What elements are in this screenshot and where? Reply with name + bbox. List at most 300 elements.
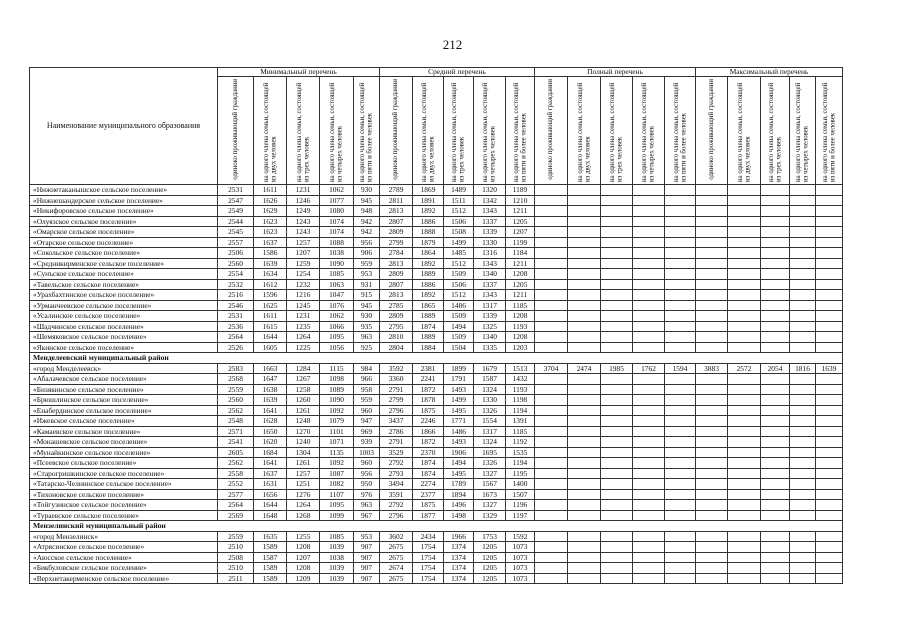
sub-column-label: на одного члена семьи, состоящей из трех человек	[451, 82, 466, 182]
value-cell	[728, 195, 761, 206]
value-cell	[761, 206, 790, 217]
value-cell	[790, 300, 816, 311]
value-cell	[633, 195, 665, 206]
value-cell: 1325	[474, 321, 506, 332]
value-cell	[665, 458, 696, 469]
value-cell: 3602	[380, 531, 413, 542]
table-row	[30, 437, 843, 448]
value-cell: 1337	[474, 279, 506, 290]
value-cell	[728, 258, 761, 269]
value-cell: 1211	[506, 290, 535, 301]
value-cell: 2536	[218, 321, 254, 332]
value-cell	[728, 552, 761, 563]
value-cell: 1259	[287, 258, 320, 269]
value-cell: 2531	[218, 185, 254, 196]
value-cell: 1343	[474, 206, 506, 217]
table-row	[30, 542, 843, 553]
value-cell: 1889	[413, 269, 444, 280]
value-cell: 2054	[761, 363, 790, 374]
value-cell	[790, 563, 816, 574]
value-cell: 3437	[380, 416, 413, 427]
value-cell: 1596	[254, 290, 287, 301]
value-cell: 2810	[380, 332, 413, 343]
value-cell: 945	[354, 195, 380, 206]
value-cell	[696, 426, 728, 437]
value-cell	[790, 206, 816, 217]
value-cell: 1754	[413, 542, 444, 553]
value-cell	[696, 269, 728, 280]
section-row	[30, 521, 843, 532]
table-row	[30, 321, 843, 332]
value-cell	[696, 552, 728, 563]
value-cell: 963	[354, 500, 380, 511]
municipality-name: «Абалачевское сельское поселение»	[30, 374, 218, 385]
municipality-name: «Отарское сельское поселение»	[30, 237, 218, 248]
value-cell: 1195	[506, 468, 535, 479]
value-cell: 2809	[380, 269, 413, 280]
value-cell: 1326	[474, 458, 506, 469]
value-cell	[696, 405, 728, 416]
municipality-name: «Мунайкинское сельское поселение»	[30, 447, 218, 458]
value-cell	[633, 374, 665, 385]
value-cell	[665, 195, 696, 206]
value-cell	[665, 510, 696, 521]
value-cell: 1257	[287, 237, 320, 248]
value-cell: 1554	[474, 416, 506, 427]
value-cell	[633, 332, 665, 343]
value-cell: 1879	[413, 237, 444, 248]
value-cell: 1886	[413, 279, 444, 290]
value-cell: 2434	[413, 531, 444, 542]
value-cell	[601, 479, 633, 490]
value-cell: 1243	[287, 216, 320, 227]
value-cell	[633, 468, 665, 479]
section-row	[30, 353, 843, 364]
value-cell: 1330	[474, 237, 506, 248]
value-cell: 1235	[287, 321, 320, 332]
value-cell: 1594	[665, 363, 696, 374]
value-cell	[535, 468, 568, 479]
value-cell	[568, 258, 601, 269]
value-cell	[790, 510, 816, 521]
value-cell	[633, 563, 665, 574]
value-cell	[761, 489, 790, 500]
value-cell	[601, 405, 633, 416]
value-cell	[568, 563, 601, 574]
value-cell: 2804	[380, 342, 413, 353]
value-cell: 1638	[254, 384, 287, 395]
value-cell: 1207	[287, 248, 320, 259]
table-row	[30, 311, 843, 322]
municipality-name: «Камаевское сельское поселение»	[30, 426, 218, 437]
value-cell: 2809	[380, 227, 413, 238]
value-cell	[816, 311, 843, 322]
value-cell	[696, 258, 728, 269]
municipality-name: «Тураевское сельское поселение»	[30, 510, 218, 521]
value-cell: 1076	[320, 300, 354, 311]
value-cell	[568, 290, 601, 301]
value-cell: 1511	[444, 195, 474, 206]
value-cell	[696, 321, 728, 332]
table-row	[30, 395, 843, 406]
municipality-name: «Псеевское сельское поселение»	[30, 458, 218, 469]
value-cell	[601, 269, 633, 280]
value-cell	[601, 426, 633, 437]
table-row	[30, 185, 843, 196]
value-cell: 2506	[218, 248, 254, 259]
sub-column-label: на одного члена семьи, состоящей из четырех человек	[482, 82, 497, 182]
value-cell	[568, 447, 601, 458]
sub-column-header	[354, 77, 380, 185]
value-cell: 1208	[287, 563, 320, 574]
value-cell	[790, 185, 816, 196]
value-cell	[568, 416, 601, 427]
group-average: Средний перечень	[380, 68, 535, 77]
value-cell	[633, 489, 665, 500]
value-cell: 1073	[506, 563, 535, 574]
value-cell	[790, 384, 816, 395]
municipality-name: «Урманчеевское сельское поселение»	[30, 300, 218, 311]
sub-column-header	[474, 77, 506, 185]
value-cell	[665, 563, 696, 574]
sub-column-header	[696, 77, 728, 185]
value-cell	[696, 279, 728, 290]
value-cell: 1340	[474, 332, 506, 343]
value-cell: 907	[354, 542, 380, 553]
value-cell	[535, 374, 568, 385]
value-cell: 1208	[506, 332, 535, 343]
value-cell: 1892	[413, 258, 444, 269]
value-cell	[728, 500, 761, 511]
value-cell	[568, 185, 601, 196]
value-cell	[601, 531, 633, 542]
table-row	[30, 447, 843, 458]
value-cell	[535, 311, 568, 322]
value-cell: 2813	[380, 258, 413, 269]
value-cell: 1496	[444, 500, 474, 511]
value-cell: 2560	[218, 395, 254, 406]
value-cell	[790, 552, 816, 563]
value-cell	[790, 237, 816, 248]
value-cell: 1243	[287, 227, 320, 238]
value-cell: 1327	[474, 500, 506, 511]
value-cell: 1264	[287, 332, 320, 343]
value-cell	[601, 321, 633, 332]
table-row	[30, 405, 843, 416]
value-cell	[535, 426, 568, 437]
value-cell: 1650	[254, 426, 287, 437]
value-cell	[665, 500, 696, 511]
value-cell: 963	[354, 332, 380, 343]
value-cell: 1906	[444, 447, 474, 458]
value-cell: 1874	[413, 321, 444, 332]
value-cell: 1656	[254, 489, 287, 500]
value-cell	[633, 248, 665, 259]
value-cell	[816, 479, 843, 490]
value-cell: 1499	[444, 237, 474, 248]
value-cell	[728, 374, 761, 385]
value-cell: 1304	[287, 447, 320, 458]
sub-column-label: на одного члена семьи, состоящей из пяти и более человек	[512, 82, 527, 182]
sub-column-header	[380, 77, 413, 185]
value-cell: 1062	[320, 185, 354, 196]
value-cell	[696, 311, 728, 322]
value-cell	[568, 542, 601, 553]
value-cell	[696, 300, 728, 311]
value-cell: 947	[354, 416, 380, 427]
value-cell	[816, 573, 843, 584]
value-cell: 1194	[506, 405, 535, 416]
sub-column-header	[601, 77, 633, 185]
value-cell: 1198	[506, 395, 535, 406]
value-cell: 1080	[320, 206, 354, 217]
sub-column-label: на одного члена семьи, состоящей из четырех человек	[795, 82, 810, 182]
value-cell	[633, 542, 665, 553]
value-cell: 2531	[218, 311, 254, 322]
value-cell	[816, 552, 843, 563]
value-cell	[728, 279, 761, 290]
value-cell	[601, 573, 633, 584]
value-cell	[761, 447, 790, 458]
value-cell: 1886	[413, 216, 444, 227]
value-cell	[761, 458, 790, 469]
value-cell	[816, 374, 843, 385]
value-cell	[535, 416, 568, 427]
value-cell	[728, 479, 761, 490]
value-cell	[665, 185, 696, 196]
value-cell: 1107	[320, 489, 354, 500]
value-cell	[601, 216, 633, 227]
value-cell: 1208	[287, 542, 320, 553]
value-cell	[816, 468, 843, 479]
value-cell: 1189	[506, 185, 535, 196]
value-cell	[696, 185, 728, 196]
value-cell: 2246	[413, 416, 444, 427]
value-cell	[728, 437, 761, 448]
sub-column-header	[254, 77, 287, 185]
sub-column-header	[633, 77, 665, 185]
sub-column-header	[761, 77, 790, 185]
value-cell	[601, 374, 633, 385]
value-cell: 1317	[474, 300, 506, 311]
sub-column-label: одиноко проживающий гражданин	[707, 79, 715, 181]
sub-column-header	[568, 77, 601, 185]
value-cell	[696, 332, 728, 343]
municipality-name: «Омарское сельское поселение»	[30, 227, 218, 238]
value-cell: 1327	[474, 468, 506, 479]
value-cell	[696, 437, 728, 448]
value-cell: 2526	[218, 342, 254, 353]
value-cell	[568, 384, 601, 395]
value-cell: 1587	[474, 374, 506, 385]
value-cell: 1878	[413, 395, 444, 406]
value-cell	[535, 542, 568, 553]
value-cell	[568, 510, 601, 521]
value-cell: 1231	[287, 185, 320, 196]
value-cell: 2557	[218, 237, 254, 248]
table-row	[30, 374, 843, 385]
value-cell: 1074	[320, 216, 354, 227]
value-cell: 1095	[320, 500, 354, 511]
value-cell: 2799	[380, 237, 413, 248]
value-cell	[633, 437, 665, 448]
value-cell	[761, 437, 790, 448]
value-cell: 1875	[413, 405, 444, 416]
value-cell: 2552	[218, 479, 254, 490]
table-row	[30, 479, 843, 490]
value-cell: 1884	[413, 342, 444, 353]
group-minimal: Минимальный перечень	[218, 68, 380, 77]
value-cell: 2541	[218, 437, 254, 448]
value-cell	[535, 489, 568, 500]
value-cell: 1276	[287, 489, 320, 500]
value-cell	[761, 374, 790, 385]
value-cell	[535, 248, 568, 259]
value-cell: 2569	[218, 510, 254, 521]
table-row	[30, 258, 843, 269]
value-cell: 1196	[506, 500, 535, 511]
value-cell: 967	[354, 510, 380, 521]
value-cell	[728, 447, 761, 458]
value-cell: 2792	[380, 458, 413, 469]
value-cell: 2559	[218, 531, 254, 542]
value-cell: 1317	[474, 426, 506, 437]
value-cell	[633, 405, 665, 416]
value-cell	[790, 195, 816, 206]
value-cell: 1486	[444, 426, 474, 437]
value-cell	[816, 258, 843, 269]
municipality-name: «Тавельское сельское поселение»	[30, 279, 218, 290]
value-cell: 1257	[287, 468, 320, 479]
value-cell	[728, 416, 761, 427]
value-cell: 1612	[254, 279, 287, 290]
municipality-name: «Старогришкинское сельское поселение»	[30, 468, 218, 479]
value-cell: 907	[354, 563, 380, 574]
municipality-name: «Монашевское сельское поселение»	[30, 437, 218, 448]
value-cell	[761, 395, 790, 406]
value-cell: 1504	[444, 342, 474, 353]
value-cell: 1099	[320, 510, 354, 521]
value-cell: 1899	[444, 363, 474, 374]
value-cell	[816, 342, 843, 353]
value-cell: 1391	[506, 416, 535, 427]
value-cell	[568, 405, 601, 416]
value-cell	[790, 458, 816, 469]
value-cell	[790, 416, 816, 427]
value-cell	[728, 311, 761, 322]
sub-column-header	[320, 77, 354, 185]
value-cell: 1240	[287, 437, 320, 448]
value-cell	[728, 395, 761, 406]
value-cell	[601, 279, 633, 290]
value-cell	[601, 500, 633, 511]
value-cell	[633, 269, 665, 280]
value-cell: 939	[354, 437, 380, 448]
sub-column-label: одиноко проживающий гражданин	[547, 79, 555, 181]
value-cell: 1374	[444, 563, 474, 574]
value-cell: 1889	[413, 332, 444, 343]
value-cell	[535, 216, 568, 227]
value-cell	[568, 479, 601, 490]
value-cell	[665, 437, 696, 448]
value-cell: 1485	[444, 248, 474, 259]
value-cell	[816, 195, 843, 206]
value-cell	[728, 542, 761, 553]
value-cell	[568, 206, 601, 217]
municipality-name: «Енабердинское сельское поселение»	[30, 405, 218, 416]
value-cell: 1499	[444, 395, 474, 406]
value-cell	[728, 573, 761, 584]
value-cell: 2674	[380, 563, 413, 574]
sub-column-header	[535, 77, 568, 185]
value-cell: 1185	[506, 426, 535, 437]
value-cell: 1865	[413, 300, 444, 311]
value-cell	[816, 542, 843, 553]
value-cell: 1203	[506, 342, 535, 353]
value-cell: 907	[354, 552, 380, 563]
value-cell	[816, 489, 843, 500]
value-cell	[633, 237, 665, 248]
value-cell: 1087	[320, 468, 354, 479]
value-cell	[633, 311, 665, 322]
value-cell	[633, 227, 665, 238]
value-cell	[761, 342, 790, 353]
value-cell	[728, 290, 761, 301]
value-cell: 1641	[254, 458, 287, 469]
value-cell	[535, 290, 568, 301]
value-cell: 2796	[380, 510, 413, 521]
value-cell	[816, 458, 843, 469]
value-cell: 1635	[254, 531, 287, 542]
value-cell	[816, 269, 843, 280]
value-cell	[696, 531, 728, 542]
sub-column-label: на одного члена семьи, состоящей из двух человек	[576, 82, 591, 182]
value-cell	[568, 195, 601, 206]
value-cell	[790, 321, 816, 332]
value-cell: 1679	[474, 363, 506, 374]
value-cell	[728, 227, 761, 238]
value-cell: 1629	[254, 206, 287, 217]
value-cell: 2564	[218, 332, 254, 343]
value-cell	[761, 479, 790, 490]
value-cell: 1089	[320, 384, 354, 395]
value-cell	[535, 258, 568, 269]
value-cell	[568, 531, 601, 542]
value-cell: 1494	[444, 321, 474, 332]
table-row	[30, 363, 843, 374]
value-cell	[633, 500, 665, 511]
value-cell: 1695	[474, 447, 506, 458]
group-maximum: Максимальный перечень	[696, 68, 843, 77]
value-cell	[665, 426, 696, 437]
sub-column-label: на одного члена семьи, состоящей из двух человек	[262, 82, 277, 182]
value-cell: 1647	[254, 374, 287, 385]
value-cell	[665, 216, 696, 227]
municipality-name: «Шемяковское сельское поселение»	[30, 332, 218, 343]
value-cell	[568, 552, 601, 563]
municipality-name: «Никифоровское сельское поселение»	[30, 206, 218, 217]
value-cell: 1208	[506, 311, 535, 322]
value-cell	[728, 237, 761, 248]
value-cell: 1056	[320, 342, 354, 353]
value-cell: 2562	[218, 405, 254, 416]
value-cell	[535, 300, 568, 311]
value-cell	[601, 290, 633, 301]
value-cell	[728, 489, 761, 500]
value-cell	[790, 500, 816, 511]
value-cell: 2554	[218, 269, 254, 280]
value-cell: 1197	[506, 510, 535, 521]
